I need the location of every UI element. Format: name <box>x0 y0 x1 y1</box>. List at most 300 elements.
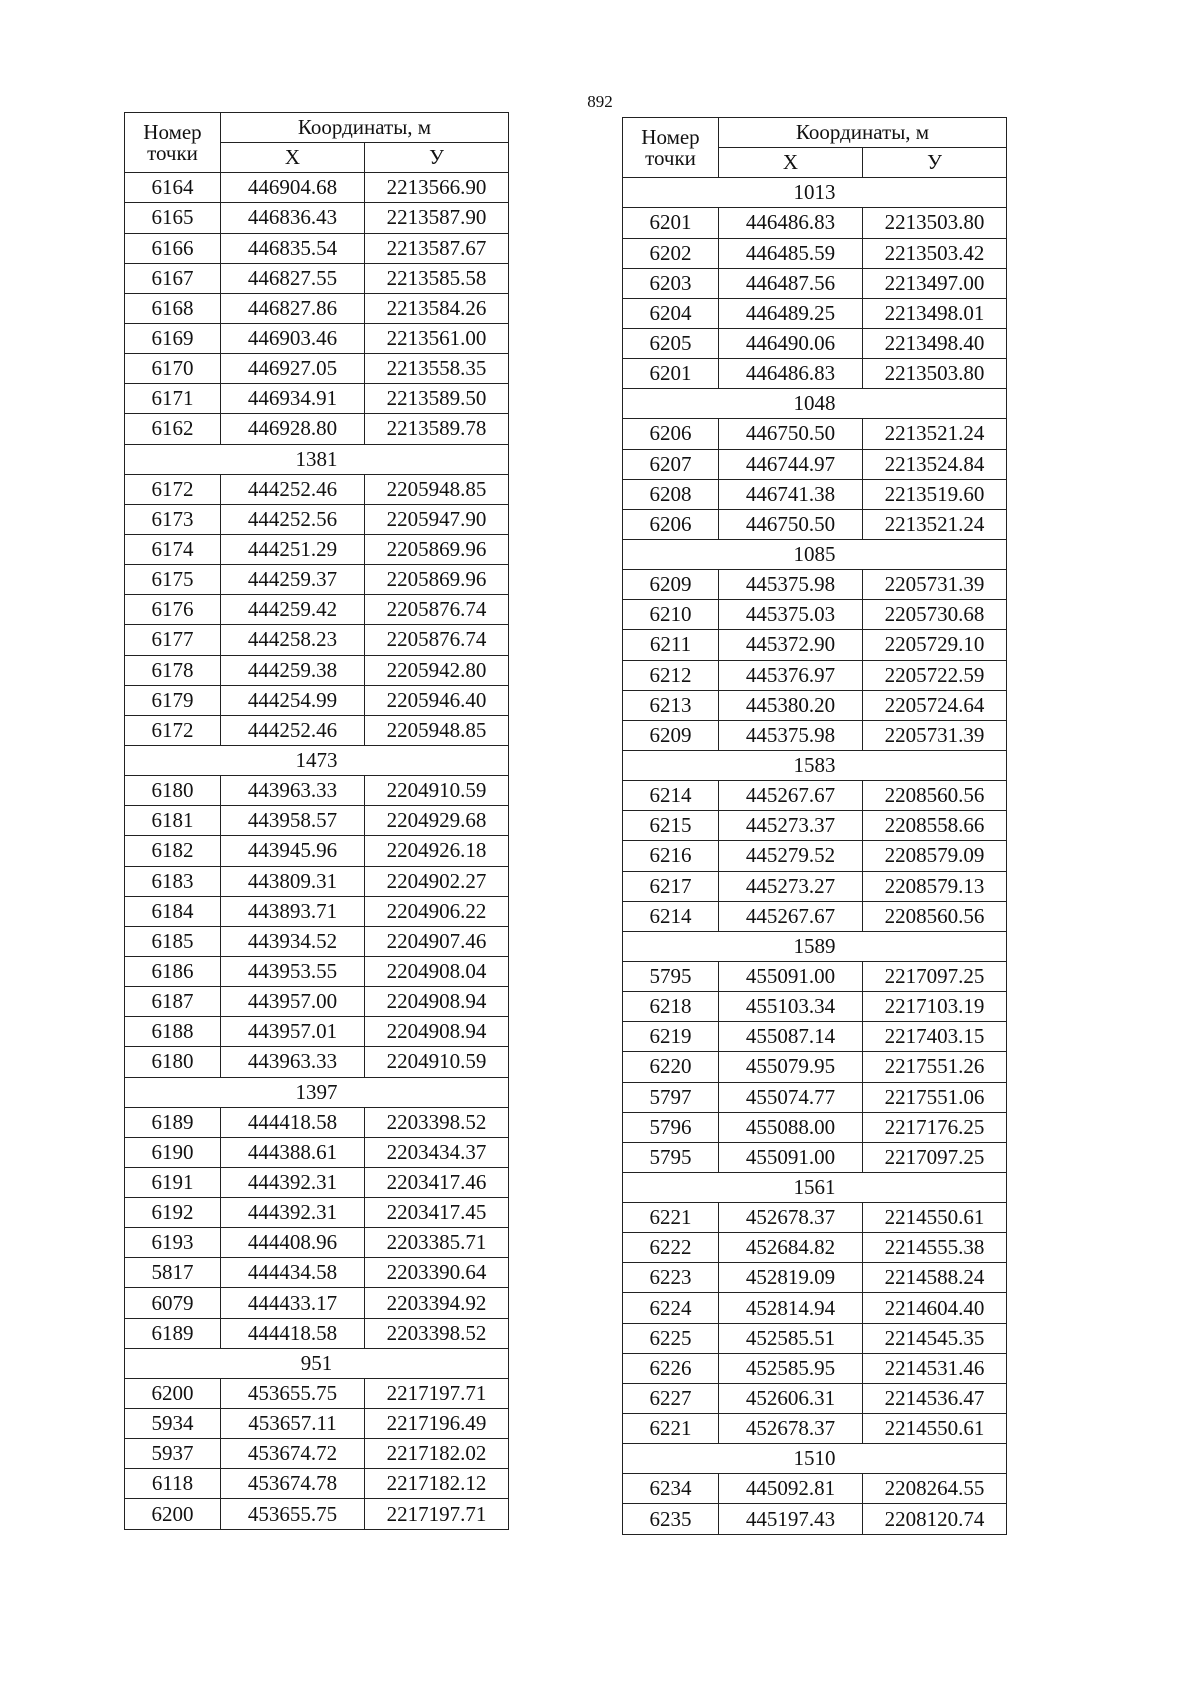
x-column-header: X <box>719 148 863 178</box>
x-column-header: X <box>221 143 365 173</box>
point-number-cell: 6210 <box>623 600 719 630</box>
table-row <box>125 1318 509 1348</box>
x-coordinate-cell: 452814.94 <box>719 1293 863 1323</box>
section-row <box>125 745 509 775</box>
coordinates-header: Координаты, м <box>719 118 1007 148</box>
x-coordinate-cell: 445092.81 <box>719 1474 863 1504</box>
y-coordinate-cell: 2204902.27 <box>365 866 509 896</box>
point-number-cell: 6179 <box>125 685 221 715</box>
table-row <box>125 987 509 1017</box>
point-number-cell: 6166 <box>125 233 221 263</box>
point-number-cell: 6221 <box>623 1203 719 1233</box>
point-number-cell: 6209 <box>623 570 719 600</box>
table-row <box>125 1469 509 1499</box>
y-column-header: У <box>365 143 509 173</box>
y-column-header: У <box>863 148 1007 178</box>
x-coordinate-cell: 443945.96 <box>221 836 365 866</box>
y-coordinate-cell: 2213587.67 <box>365 233 509 263</box>
section-label: 1473 <box>125 745 509 775</box>
table-row <box>125 836 509 866</box>
table-row <box>125 1258 509 1288</box>
x-coordinate-cell: 455091.00 <box>719 961 863 991</box>
y-coordinate-cell: 2204929.68 <box>365 806 509 836</box>
y-coordinate-cell: 2208579.09 <box>863 841 1007 871</box>
table-row <box>623 1323 1007 1353</box>
point-number-cell: 6200 <box>125 1378 221 1408</box>
x-coordinate-cell: 443893.71 <box>221 896 365 926</box>
table-row <box>623 419 1007 449</box>
x-coordinate-cell: 446487.56 <box>719 268 863 298</box>
x-coordinate-cell: 453657.11 <box>221 1409 365 1439</box>
table-row <box>623 268 1007 298</box>
point-number-cell: 6183 <box>125 866 221 896</box>
y-coordinate-cell: 2208560.56 <box>863 781 1007 811</box>
point-number-cell: 6190 <box>125 1137 221 1167</box>
y-coordinate-cell: 2213519.60 <box>863 479 1007 509</box>
point-number-header-line1: Номер <box>641 124 700 149</box>
y-coordinate-cell: 2214536.47 <box>863 1383 1007 1413</box>
point-number-cell: 6214 <box>623 781 719 811</box>
table-row <box>623 238 1007 268</box>
x-coordinate-cell: 444418.58 <box>221 1107 365 1137</box>
point-number-header-line2: точки <box>645 145 696 170</box>
point-number-cell: 6227 <box>623 1383 719 1413</box>
table-row <box>623 600 1007 630</box>
section-label: 1583 <box>623 750 1007 780</box>
table-row <box>623 1293 1007 1323</box>
point-number-cell: 6172 <box>125 715 221 745</box>
table-row <box>125 866 509 896</box>
point-number-cell: 6224 <box>623 1293 719 1323</box>
table-row <box>125 1167 509 1197</box>
point-number-cell: 6189 <box>125 1318 221 1348</box>
table-row <box>125 1378 509 1408</box>
table-row <box>125 896 509 926</box>
table-row <box>125 293 509 323</box>
point-number-cell: 6192 <box>125 1198 221 1228</box>
x-coordinate-cell: 444433.17 <box>221 1288 365 1318</box>
y-coordinate-cell: 2204908.94 <box>365 1017 509 1047</box>
table-row <box>125 715 509 745</box>
point-number-cell: 6202 <box>623 238 719 268</box>
x-coordinate-cell: 444259.37 <box>221 565 365 595</box>
table-body <box>125 173 509 1529</box>
y-coordinate-cell: 2217197.71 <box>365 1378 509 1408</box>
point-number-cell: 6188 <box>125 1017 221 1047</box>
coordinates-table-right <box>622 117 1007 1535</box>
x-coordinate-cell: 453655.75 <box>221 1378 365 1408</box>
header-row-top <box>623 118 1007 148</box>
table-row <box>125 595 509 625</box>
table-row <box>125 776 509 806</box>
x-coordinate-cell: 443963.33 <box>221 1047 365 1077</box>
section-label: 1510 <box>623 1444 1007 1474</box>
section-label: 1013 <box>623 178 1007 208</box>
point-number-cell: 6177 <box>125 625 221 655</box>
point-number-cell: 6184 <box>125 896 221 926</box>
y-coordinate-cell: 2203398.52 <box>365 1318 509 1348</box>
table-row <box>623 449 1007 479</box>
section-row <box>623 539 1007 569</box>
point-number-cell: 6189 <box>125 1107 221 1137</box>
section-row <box>623 178 1007 208</box>
y-coordinate-cell: 2203385.71 <box>365 1228 509 1258</box>
y-coordinate-cell: 2217176.25 <box>863 1112 1007 1142</box>
point-number-cell: 6178 <box>125 655 221 685</box>
x-coordinate-cell: 443957.00 <box>221 987 365 1017</box>
y-coordinate-cell: 2208579.13 <box>863 871 1007 901</box>
section-row <box>125 444 509 474</box>
point-number-cell: 6118 <box>125 1469 221 1499</box>
point-number-cell: 6206 <box>623 419 719 449</box>
y-coordinate-cell: 2214550.61 <box>863 1414 1007 1444</box>
table-row <box>623 359 1007 389</box>
point-number-cell: 5795 <box>623 961 719 991</box>
point-number-header <box>623 118 719 178</box>
x-coordinate-cell: 445267.67 <box>719 901 863 931</box>
y-coordinate-cell: 2205948.85 <box>365 474 509 504</box>
y-coordinate-cell: 2203390.64 <box>365 1258 509 1288</box>
section-label: 1589 <box>623 931 1007 961</box>
y-coordinate-cell: 2204926.18 <box>365 836 509 866</box>
point-number-cell: 6201 <box>623 359 719 389</box>
y-coordinate-cell: 2204907.46 <box>365 926 509 956</box>
section-row <box>125 1348 509 1378</box>
table-row <box>623 1383 1007 1413</box>
point-number-cell: 6225 <box>623 1323 719 1353</box>
table-row <box>623 208 1007 238</box>
point-number-cell: 5796 <box>623 1112 719 1142</box>
x-coordinate-cell: 444258.23 <box>221 625 365 655</box>
y-coordinate-cell: 2213585.58 <box>365 263 509 293</box>
x-coordinate-cell: 444251.29 <box>221 534 365 564</box>
table-row <box>623 328 1007 358</box>
point-number-cell: 6208 <box>623 479 719 509</box>
y-coordinate-cell: 2217182.12 <box>365 1469 509 1499</box>
x-coordinate-cell: 443958.57 <box>221 806 365 836</box>
x-coordinate-cell: 446744.97 <box>719 449 863 479</box>
y-coordinate-cell: 2217182.02 <box>365 1439 509 1469</box>
table-row <box>623 1142 1007 1172</box>
x-coordinate-cell: 446927.05 <box>221 354 365 384</box>
point-number-cell: 6180 <box>125 1047 221 1077</box>
x-coordinate-cell: 446750.50 <box>719 419 863 449</box>
y-coordinate-cell: 2204908.94 <box>365 987 509 1017</box>
y-coordinate-cell: 2204910.59 <box>365 776 509 806</box>
x-coordinate-cell: 446486.83 <box>719 359 863 389</box>
coordinates-table-left <box>124 112 509 1530</box>
table-row <box>623 1233 1007 1263</box>
page-number: 892 <box>587 92 613 111</box>
point-number-cell: 6205 <box>623 328 719 358</box>
x-coordinate-cell: 444388.61 <box>221 1137 365 1167</box>
x-coordinate-cell: 446485.59 <box>719 238 863 268</box>
table-row <box>125 1137 509 1167</box>
y-coordinate-cell: 2213503.80 <box>863 359 1007 389</box>
point-number-cell: 6181 <box>125 806 221 836</box>
point-number-cell: 6213 <box>623 690 719 720</box>
table-row <box>623 992 1007 1022</box>
y-coordinate-cell: 2213498.01 <box>863 298 1007 328</box>
y-coordinate-cell: 2205724.64 <box>863 690 1007 720</box>
section-label: 1048 <box>623 389 1007 419</box>
x-coordinate-cell: 445375.03 <box>719 600 863 630</box>
section-row <box>623 389 1007 419</box>
y-coordinate-cell: 2213521.24 <box>863 509 1007 539</box>
y-coordinate-cell: 2208558.66 <box>863 811 1007 841</box>
y-coordinate-cell: 2205876.74 <box>365 625 509 655</box>
table-row <box>623 1414 1007 1444</box>
table-row <box>125 565 509 595</box>
point-number-cell: 5817 <box>125 1258 221 1288</box>
table-row <box>125 233 509 263</box>
y-coordinate-cell: 2205942.80 <box>365 655 509 685</box>
table-row <box>125 1017 509 1047</box>
x-coordinate-cell: 453655.75 <box>221 1499 365 1529</box>
x-coordinate-cell: 452606.31 <box>719 1383 863 1413</box>
point-number-cell: 6204 <box>623 298 719 328</box>
table-row <box>623 1082 1007 1112</box>
x-coordinate-cell: 445375.98 <box>719 720 863 750</box>
x-coordinate-cell: 446835.54 <box>221 233 365 263</box>
point-number-cell: 6203 <box>623 268 719 298</box>
y-coordinate-cell: 2217551.26 <box>863 1052 1007 1082</box>
x-coordinate-cell: 446928.80 <box>221 414 365 444</box>
table-row <box>623 1203 1007 1233</box>
point-number-cell: 6209 <box>623 720 719 750</box>
point-number-cell: 6175 <box>125 565 221 595</box>
x-coordinate-cell: 444408.96 <box>221 1228 365 1258</box>
table-row <box>623 630 1007 660</box>
x-coordinate-cell: 452684.82 <box>719 1233 863 1263</box>
y-coordinate-cell: 2203398.52 <box>365 1107 509 1137</box>
x-coordinate-cell: 444259.38 <box>221 655 365 685</box>
y-coordinate-cell: 2205876.74 <box>365 595 509 625</box>
point-number-cell: 6211 <box>623 630 719 660</box>
y-coordinate-cell: 2205731.39 <box>863 570 1007 600</box>
x-coordinate-cell: 444392.31 <box>221 1198 365 1228</box>
y-coordinate-cell: 2205731.39 <box>863 720 1007 750</box>
table-row <box>125 504 509 534</box>
x-coordinate-cell: 443957.01 <box>221 1017 365 1047</box>
x-coordinate-cell: 453674.72 <box>221 1439 365 1469</box>
y-coordinate-cell: 2208560.56 <box>863 901 1007 931</box>
x-coordinate-cell: 445375.98 <box>719 570 863 600</box>
y-coordinate-cell: 2217197.71 <box>365 1499 509 1529</box>
point-number-cell: 6173 <box>125 504 221 534</box>
y-coordinate-cell: 2217097.25 <box>863 1142 1007 1172</box>
table-row <box>623 1263 1007 1293</box>
section-label: 1397 <box>125 1077 509 1107</box>
point-number-cell: 6219 <box>623 1022 719 1052</box>
x-coordinate-cell: 445267.67 <box>719 781 863 811</box>
point-number-cell: 6185 <box>125 926 221 956</box>
table-row <box>623 811 1007 841</box>
x-coordinate-cell: 446903.46 <box>221 323 365 353</box>
y-coordinate-cell: 2213503.80 <box>863 208 1007 238</box>
point-number-cell: 6201 <box>623 208 719 238</box>
table-row <box>125 685 509 715</box>
x-coordinate-cell: 443809.31 <box>221 866 365 896</box>
y-coordinate-cell: 2208120.74 <box>863 1504 1007 1534</box>
x-coordinate-cell: 446827.86 <box>221 293 365 323</box>
table-row <box>125 1107 509 1137</box>
x-coordinate-cell: 452585.95 <box>719 1353 863 1383</box>
y-coordinate-cell: 2213503.42 <box>863 238 1007 268</box>
y-coordinate-cell: 2217196.49 <box>365 1409 509 1439</box>
y-coordinate-cell: 2217403.15 <box>863 1022 1007 1052</box>
table-row <box>125 1198 509 1228</box>
point-number-cell: 6174 <box>125 534 221 564</box>
x-coordinate-cell: 446750.50 <box>719 509 863 539</box>
x-coordinate-cell: 446827.55 <box>221 263 365 293</box>
table-row <box>125 1409 509 1439</box>
point-number-cell: 6162 <box>125 414 221 444</box>
x-coordinate-cell: 445376.97 <box>719 660 863 690</box>
y-coordinate-cell: 2213589.50 <box>365 384 509 414</box>
table-row <box>623 781 1007 811</box>
x-coordinate-cell: 445279.52 <box>719 841 863 871</box>
y-coordinate-cell: 2203434.37 <box>365 1137 509 1167</box>
y-coordinate-cell: 2213521.24 <box>863 419 1007 449</box>
y-coordinate-cell: 2213498.40 <box>863 328 1007 358</box>
point-number-cell: 5937 <box>125 1439 221 1469</box>
point-number-cell: 6216 <box>623 841 719 871</box>
point-number-cell: 6187 <box>125 987 221 1017</box>
section-row <box>623 931 1007 961</box>
y-coordinate-cell: 2214550.61 <box>863 1203 1007 1233</box>
x-coordinate-cell: 455103.34 <box>719 992 863 1022</box>
point-number-cell: 6170 <box>125 354 221 384</box>
x-coordinate-cell: 446741.38 <box>719 479 863 509</box>
x-coordinate-cell: 446904.68 <box>221 173 365 203</box>
x-coordinate-cell: 455074.77 <box>719 1082 863 1112</box>
y-coordinate-cell: 2208264.55 <box>863 1474 1007 1504</box>
y-coordinate-cell: 2217551.06 <box>863 1082 1007 1112</box>
y-coordinate-cell: 2214545.35 <box>863 1323 1007 1353</box>
table-row <box>623 961 1007 991</box>
table-row <box>623 1022 1007 1052</box>
y-coordinate-cell: 2205946.40 <box>365 685 509 715</box>
x-coordinate-cell: 444252.46 <box>221 474 365 504</box>
point-number-cell: 6171 <box>125 384 221 414</box>
table-row <box>125 1228 509 1258</box>
y-coordinate-cell: 2213558.35 <box>365 354 509 384</box>
x-coordinate-cell: 446486.83 <box>719 208 863 238</box>
table-row <box>623 901 1007 931</box>
y-coordinate-cell: 2214531.46 <box>863 1353 1007 1383</box>
y-coordinate-cell: 2205869.96 <box>365 534 509 564</box>
y-coordinate-cell: 2217103.19 <box>863 992 1007 1022</box>
point-number-cell: 6186 <box>125 956 221 986</box>
section-label: 1085 <box>623 539 1007 569</box>
y-coordinate-cell: 2203394.92 <box>365 1288 509 1318</box>
y-coordinate-cell: 2204908.04 <box>365 956 509 986</box>
x-coordinate-cell: 455091.00 <box>719 1142 863 1172</box>
y-coordinate-cell: 2205730.68 <box>863 600 1007 630</box>
table-row <box>125 323 509 353</box>
point-number-cell: 6215 <box>623 811 719 841</box>
table-row <box>125 173 509 203</box>
point-number-cell: 6223 <box>623 1263 719 1293</box>
table-row <box>623 509 1007 539</box>
x-coordinate-cell: 445197.43 <box>719 1504 863 1534</box>
table-row <box>623 720 1007 750</box>
x-coordinate-cell: 444418.58 <box>221 1318 365 1348</box>
x-coordinate-cell: 443934.52 <box>221 926 365 956</box>
table-row <box>623 660 1007 690</box>
x-coordinate-cell: 444434.58 <box>221 1258 365 1288</box>
table-row <box>125 203 509 233</box>
x-coordinate-cell: 444252.46 <box>221 715 365 745</box>
section-label: 951 <box>125 1348 509 1378</box>
x-coordinate-cell: 455079.95 <box>719 1052 863 1082</box>
y-coordinate-cell: 2213566.90 <box>365 173 509 203</box>
y-coordinate-cell: 2214604.40 <box>863 1293 1007 1323</box>
point-number-cell: 6180 <box>125 776 221 806</box>
table-row <box>623 1353 1007 1383</box>
y-coordinate-cell: 2203417.46 <box>365 1167 509 1197</box>
x-coordinate-cell: 445273.37 <box>719 811 863 841</box>
table-row <box>125 414 509 444</box>
y-coordinate-cell: 2205722.59 <box>863 660 1007 690</box>
y-coordinate-cell: 2213497.00 <box>863 268 1007 298</box>
table-row <box>623 570 1007 600</box>
x-coordinate-cell: 455088.00 <box>719 1112 863 1142</box>
table-row <box>125 1288 509 1318</box>
point-number-cell: 6172 <box>125 474 221 504</box>
y-coordinate-cell: 2205948.85 <box>365 715 509 745</box>
point-number-cell: 6193 <box>125 1228 221 1258</box>
y-coordinate-cell: 2205729.10 <box>863 630 1007 660</box>
table-row <box>125 806 509 836</box>
x-coordinate-cell: 455087.14 <box>719 1022 863 1052</box>
point-number-cell: 5797 <box>623 1082 719 1112</box>
x-coordinate-cell: 452585.51 <box>719 1323 863 1353</box>
x-coordinate-cell: 444252.56 <box>221 504 365 534</box>
y-coordinate-cell: 2204910.59 <box>365 1047 509 1077</box>
point-number-cell: 6217 <box>623 871 719 901</box>
y-coordinate-cell: 2214588.24 <box>863 1263 1007 1293</box>
table-body <box>623 178 1007 1534</box>
section-row <box>623 1172 1007 1202</box>
y-coordinate-cell: 2205869.96 <box>365 565 509 595</box>
section-row <box>125 1077 509 1107</box>
point-number-header-line1: Номер <box>143 119 202 144</box>
x-coordinate-cell: 443963.33 <box>221 776 365 806</box>
point-number-cell: 6079 <box>125 1288 221 1318</box>
table-row <box>125 1499 509 1529</box>
point-number-cell: 6168 <box>125 293 221 323</box>
table-row <box>125 263 509 293</box>
table-row <box>623 690 1007 720</box>
x-coordinate-cell: 445273.27 <box>719 871 863 901</box>
x-coordinate-cell: 444259.42 <box>221 595 365 625</box>
table-row <box>125 625 509 655</box>
y-coordinate-cell: 2213589.78 <box>365 414 509 444</box>
point-number-cell: 6214 <box>623 901 719 931</box>
section-label: 1381 <box>125 444 509 474</box>
point-number-cell: 6234 <box>623 1474 719 1504</box>
point-number-cell: 6218 <box>623 992 719 1022</box>
point-number-cell: 6235 <box>623 1504 719 1534</box>
section-row <box>623 1444 1007 1474</box>
point-number-cell: 6221 <box>623 1414 719 1444</box>
point-number-cell: 6206 <box>623 509 719 539</box>
table-row <box>125 474 509 504</box>
point-number-cell: 6182 <box>125 836 221 866</box>
point-number-header <box>125 113 221 173</box>
